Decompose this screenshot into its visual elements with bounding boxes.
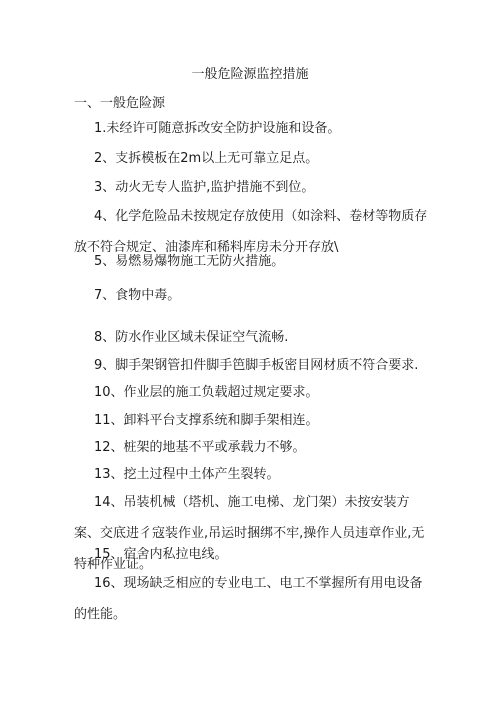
- list-item: 14、吊装机械（塔机、施工电梯、龙门架）未按安装方案、交底进彳寇装作业,吊运时捆绑不牢,操作人员违章作业,无特种作业证。: [74, 495, 425, 572]
- list-item: 13、挖土过程中土体产生裂转。: [94, 467, 280, 482]
- list-item: 7、食物中毒。: [94, 288, 181, 303]
- section-heading: 一、一般危险源: [74, 96, 166, 111]
- list-item: 16、现场缺乏相应的专业电工、电工不掌握所有用电设备的性能。: [74, 576, 423, 622]
- list-item: 3、动火无专人监护,监护措施不到位。: [94, 180, 315, 195]
- list-item: 1.未经许可随意拆改安全防护设施和设备。: [94, 121, 341, 136]
- list-item: 5、易燃易爆物施工无防火措施。: [94, 254, 285, 269]
- list-item: 11、卸料平台支撑系统和脚手架相连。: [94, 413, 319, 428]
- list-item: 12、桩架的地基不平或承载力不够。: [94, 440, 306, 455]
- list-item: 9、脚手架钢管扣件脚手笆脚手板密目网材质不符合要求.: [94, 358, 419, 373]
- list-item: 2、支拆模板在2m以上无可靠立足点。: [94, 151, 319, 166]
- list-item: 4、化学危险品未按规定存放使用（如涂料、卷材等物质存放不符合规定、油漆库和稀料库房未分开存放\: [74, 209, 428, 255]
- document-title: 一般危险源监控措施: [191, 67, 309, 82]
- list-item: 15、宿舍内私拉电线。: [94, 547, 228, 562]
- list-item: 8、防水作业区域未保证空气流畅.: [94, 330, 289, 345]
- list-item: 10、作业层的施工负载超过规定要求。: [94, 385, 319, 400]
